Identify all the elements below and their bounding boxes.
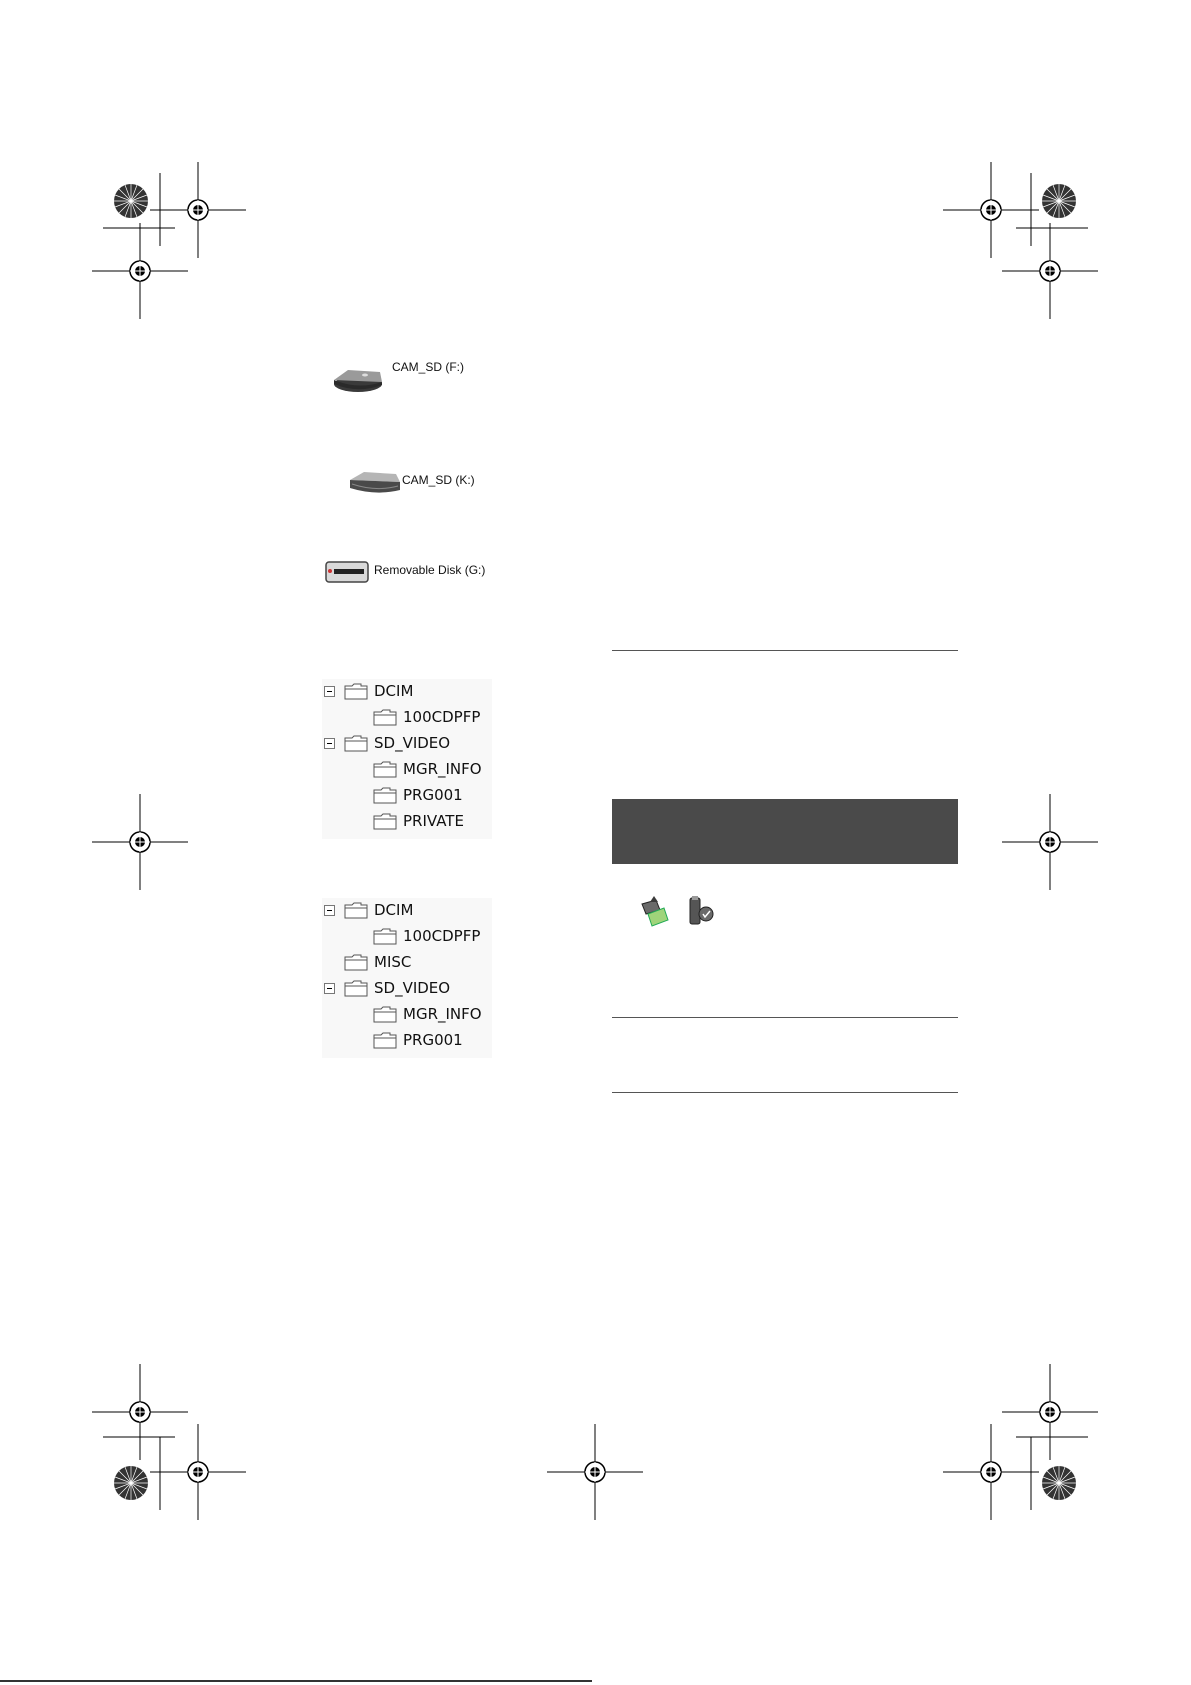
hard-disk-drive-icon [346,466,402,498]
folder-label: PRG001 [403,786,463,804]
collapse-icon[interactable] [324,686,335,697]
tree-row-misc[interactable] [344,950,411,974]
folder-icon [373,1031,397,1049]
removable-disk-icon [324,558,372,586]
folder-label: MGR_INFO [403,760,482,778]
section-heading-bar [612,799,958,864]
drive-removable-disk-g[interactable] [324,558,485,586]
tree-row-mgr-info[interactable] [373,1002,482,1026]
sd-card-drive-icon [330,360,386,396]
folder-icon [373,760,397,778]
folder-label: MGR_INFO [403,1005,482,1023]
folder-label: MISC [374,953,412,971]
folder-label: 100CDPFP [403,927,481,945]
folder-label: DCIM [374,901,414,919]
folder-icon [344,734,368,752]
folder-label: DCIM [374,682,414,700]
tree-row-sd-video[interactable] [344,976,450,1000]
folder-icon [344,901,368,919]
folder-label: PRG001 [403,1031,463,1049]
collapse-icon[interactable] [324,905,335,916]
folder-icon [373,1005,397,1023]
section-rule [612,1017,958,1018]
folder-icon [373,708,397,726]
tree-row-prg001[interactable] [373,783,463,807]
collapse-icon[interactable] [324,738,335,749]
section-rule [612,650,958,651]
usb-device-icon[interactable] [686,896,716,928]
safely-remove-hardware-icon[interactable] [638,896,672,928]
folder-icon [373,927,397,945]
drive-cam-sd-k[interactable] [346,466,475,498]
folder-label: SD_VIDEO [374,979,451,997]
tree-row-dcim[interactable] [344,679,413,703]
tree-row-100cdpfp[interactable] [373,705,480,729]
folder-tree-2 [322,898,492,1058]
section-rule [612,1092,958,1093]
tree-row-100cdpfp[interactable] [373,924,480,948]
collapse-icon[interactable] [324,983,335,994]
tree-row-prg001[interactable] [373,1028,463,1052]
folder-label: SD_VIDEO [374,734,451,752]
drive-label: CAM_SD (K:) [402,473,475,487]
folder-label: 100CDPFP [403,708,481,726]
folder-icon [373,786,397,804]
footer-rule [0,1680,592,1682]
tree-row-dcim[interactable] [344,898,413,922]
starburst-mark-top-left [114,184,148,218]
folder-icon [344,953,368,971]
folder-icon [373,812,397,830]
tree-row-sd-video[interactable] [344,731,450,755]
folder-tree-1 [322,679,492,839]
folder-label: PRIVATE [403,812,464,830]
drive-cam-sd-f[interactable] [330,360,464,396]
tree-row-private[interactable] [373,809,464,833]
folder-icon [344,682,368,700]
drive-label: CAM_SD (F:) [392,360,464,374]
folder-icon [344,979,368,997]
drive-label: Removable Disk (G:) [374,563,486,577]
tree-row-mgr-info[interactable] [373,757,482,781]
